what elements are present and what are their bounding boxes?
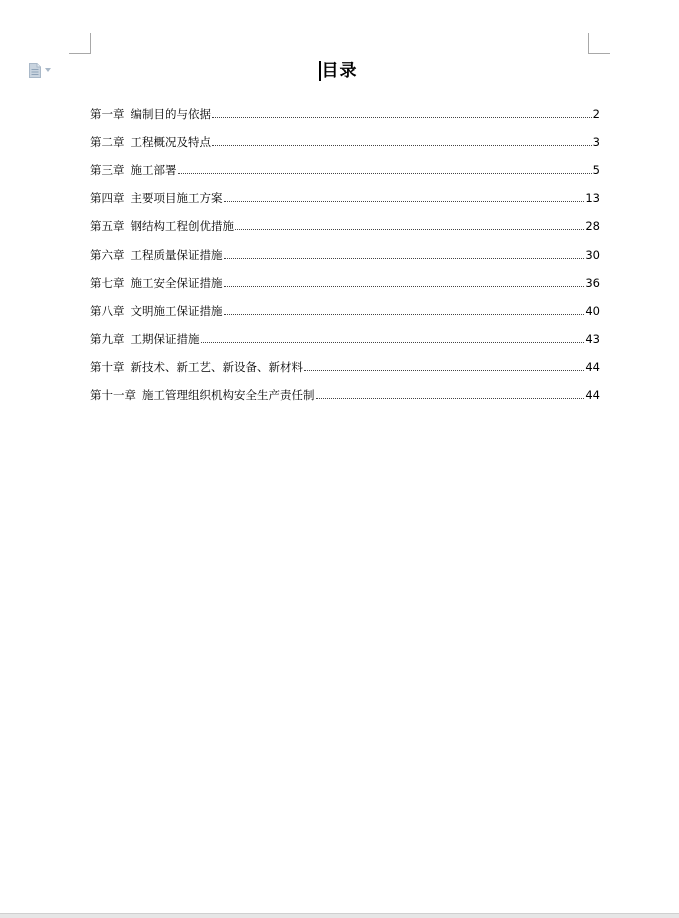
text-cursor: [319, 61, 321, 81]
toc-entry[interactable]: [90, 319, 600, 347]
toc-entry-label: [90, 190, 223, 206]
toc-dot-leader: [224, 285, 585, 287]
toc-chapter-title: 施工安全保证措施: [130, 275, 223, 290]
toc-page-number: 2: [592, 107, 600, 122]
toc-title[interactable]: 目录: [321, 61, 358, 81]
toc-chapter-title: 工期保证措施: [130, 331, 200, 346]
toc-entry[interactable]: [90, 122, 600, 150]
toc-entry-label: [90, 359, 303, 375]
toc-chapter-number: 第一章: [90, 107, 125, 122]
top-left-margin-mark: [69, 33, 91, 54]
toc-dot-leader: [224, 257, 585, 259]
toc-chapter-title: 工程概况及特点: [130, 135, 211, 150]
toc-chapter-number: 第四章: [90, 191, 125, 206]
toc-page-number: 3: [592, 135, 600, 150]
toc-chapter-title: 编制目的与依据: [130, 107, 211, 122]
toc-page-number: 44: [585, 359, 600, 374]
toc-entry-label: [90, 134, 211, 150]
page-separator: [0, 913, 679, 918]
toc-chapter-number: 第十一章: [90, 388, 136, 403]
toc-entry-label: [90, 106, 211, 122]
toc-entry[interactable]: [90, 291, 600, 319]
toc-chapter-title: 主要项目施工方案: [130, 191, 223, 206]
toc-page-number: 40: [585, 303, 600, 318]
toc-dot-leader: [304, 369, 584, 371]
toc-chapter-title: 工程质量保证措施: [130, 247, 223, 262]
toc-dot-leader: [316, 397, 585, 399]
toc-chapter-title: 文明施工保证措施: [130, 303, 223, 318]
toc-entry[interactable]: [90, 206, 600, 234]
toc-dot-leader: [224, 200, 585, 202]
toc-entry-label: [90, 275, 223, 291]
toc-entry-label: [90, 218, 234, 234]
toc-chapter-number: 第八章: [90, 303, 125, 318]
toc-page-number: 43: [585, 331, 600, 346]
toc-entry-label: [90, 162, 177, 178]
toc-dot-leader: [178, 172, 592, 174]
toc-chapter-number: 第六章: [90, 247, 125, 262]
toc-dot-leader: [224, 313, 585, 315]
toc-page-number: 28: [585, 219, 600, 234]
toc-chapter-number: 第九章: [90, 331, 125, 346]
toc-entry-label: [90, 331, 200, 347]
toc-entry-label: [90, 247, 223, 263]
toc-chapter-number: 第五章: [90, 219, 125, 234]
toc-page-number: 13: [585, 191, 600, 206]
table-of-contents: [90, 94, 600, 403]
toc-dot-leader: [212, 144, 592, 146]
toc-chapter-number: 第十章: [90, 359, 125, 374]
toc-entry-label: [90, 303, 223, 319]
toc-entry[interactable]: [90, 347, 600, 375]
toc-dot-leader: [212, 116, 592, 118]
toc-chapter-title: 新技术、新工艺、新设备、新材料: [130, 359, 303, 374]
toc-page-number: 5: [592, 163, 600, 178]
toc-entry[interactable]: [90, 263, 600, 291]
toc-dot-leader: [201, 341, 585, 343]
toc-entry[interactable]: [90, 178, 600, 206]
top-right-margin-mark: [588, 33, 610, 54]
toc-chapter-number: 第三章: [90, 163, 125, 178]
toc-chapter-title: 钢结构工程创优措施: [130, 219, 234, 234]
toc-entry[interactable]: [90, 94, 600, 122]
toc-page-number: 44: [585, 388, 600, 403]
toc-heading-row: [0, 59, 679, 83]
toc-entry[interactable]: [90, 150, 600, 178]
toc-chapter-number: 第七章: [90, 275, 125, 290]
toc-entry[interactable]: [90, 375, 600, 403]
toc-entry[interactable]: [90, 234, 600, 262]
toc-chapter-number: 第二章: [90, 135, 125, 150]
toc-page-number: 30: [585, 247, 600, 262]
toc-chapter-title: 施工部署: [130, 163, 177, 178]
toc-chapter-title: 施工管理组织机构安全生产责任制: [142, 388, 315, 403]
toc-page-number: 36: [585, 275, 600, 290]
toc-entry-label: [90, 387, 315, 403]
toc-dot-leader: [235, 228, 584, 230]
